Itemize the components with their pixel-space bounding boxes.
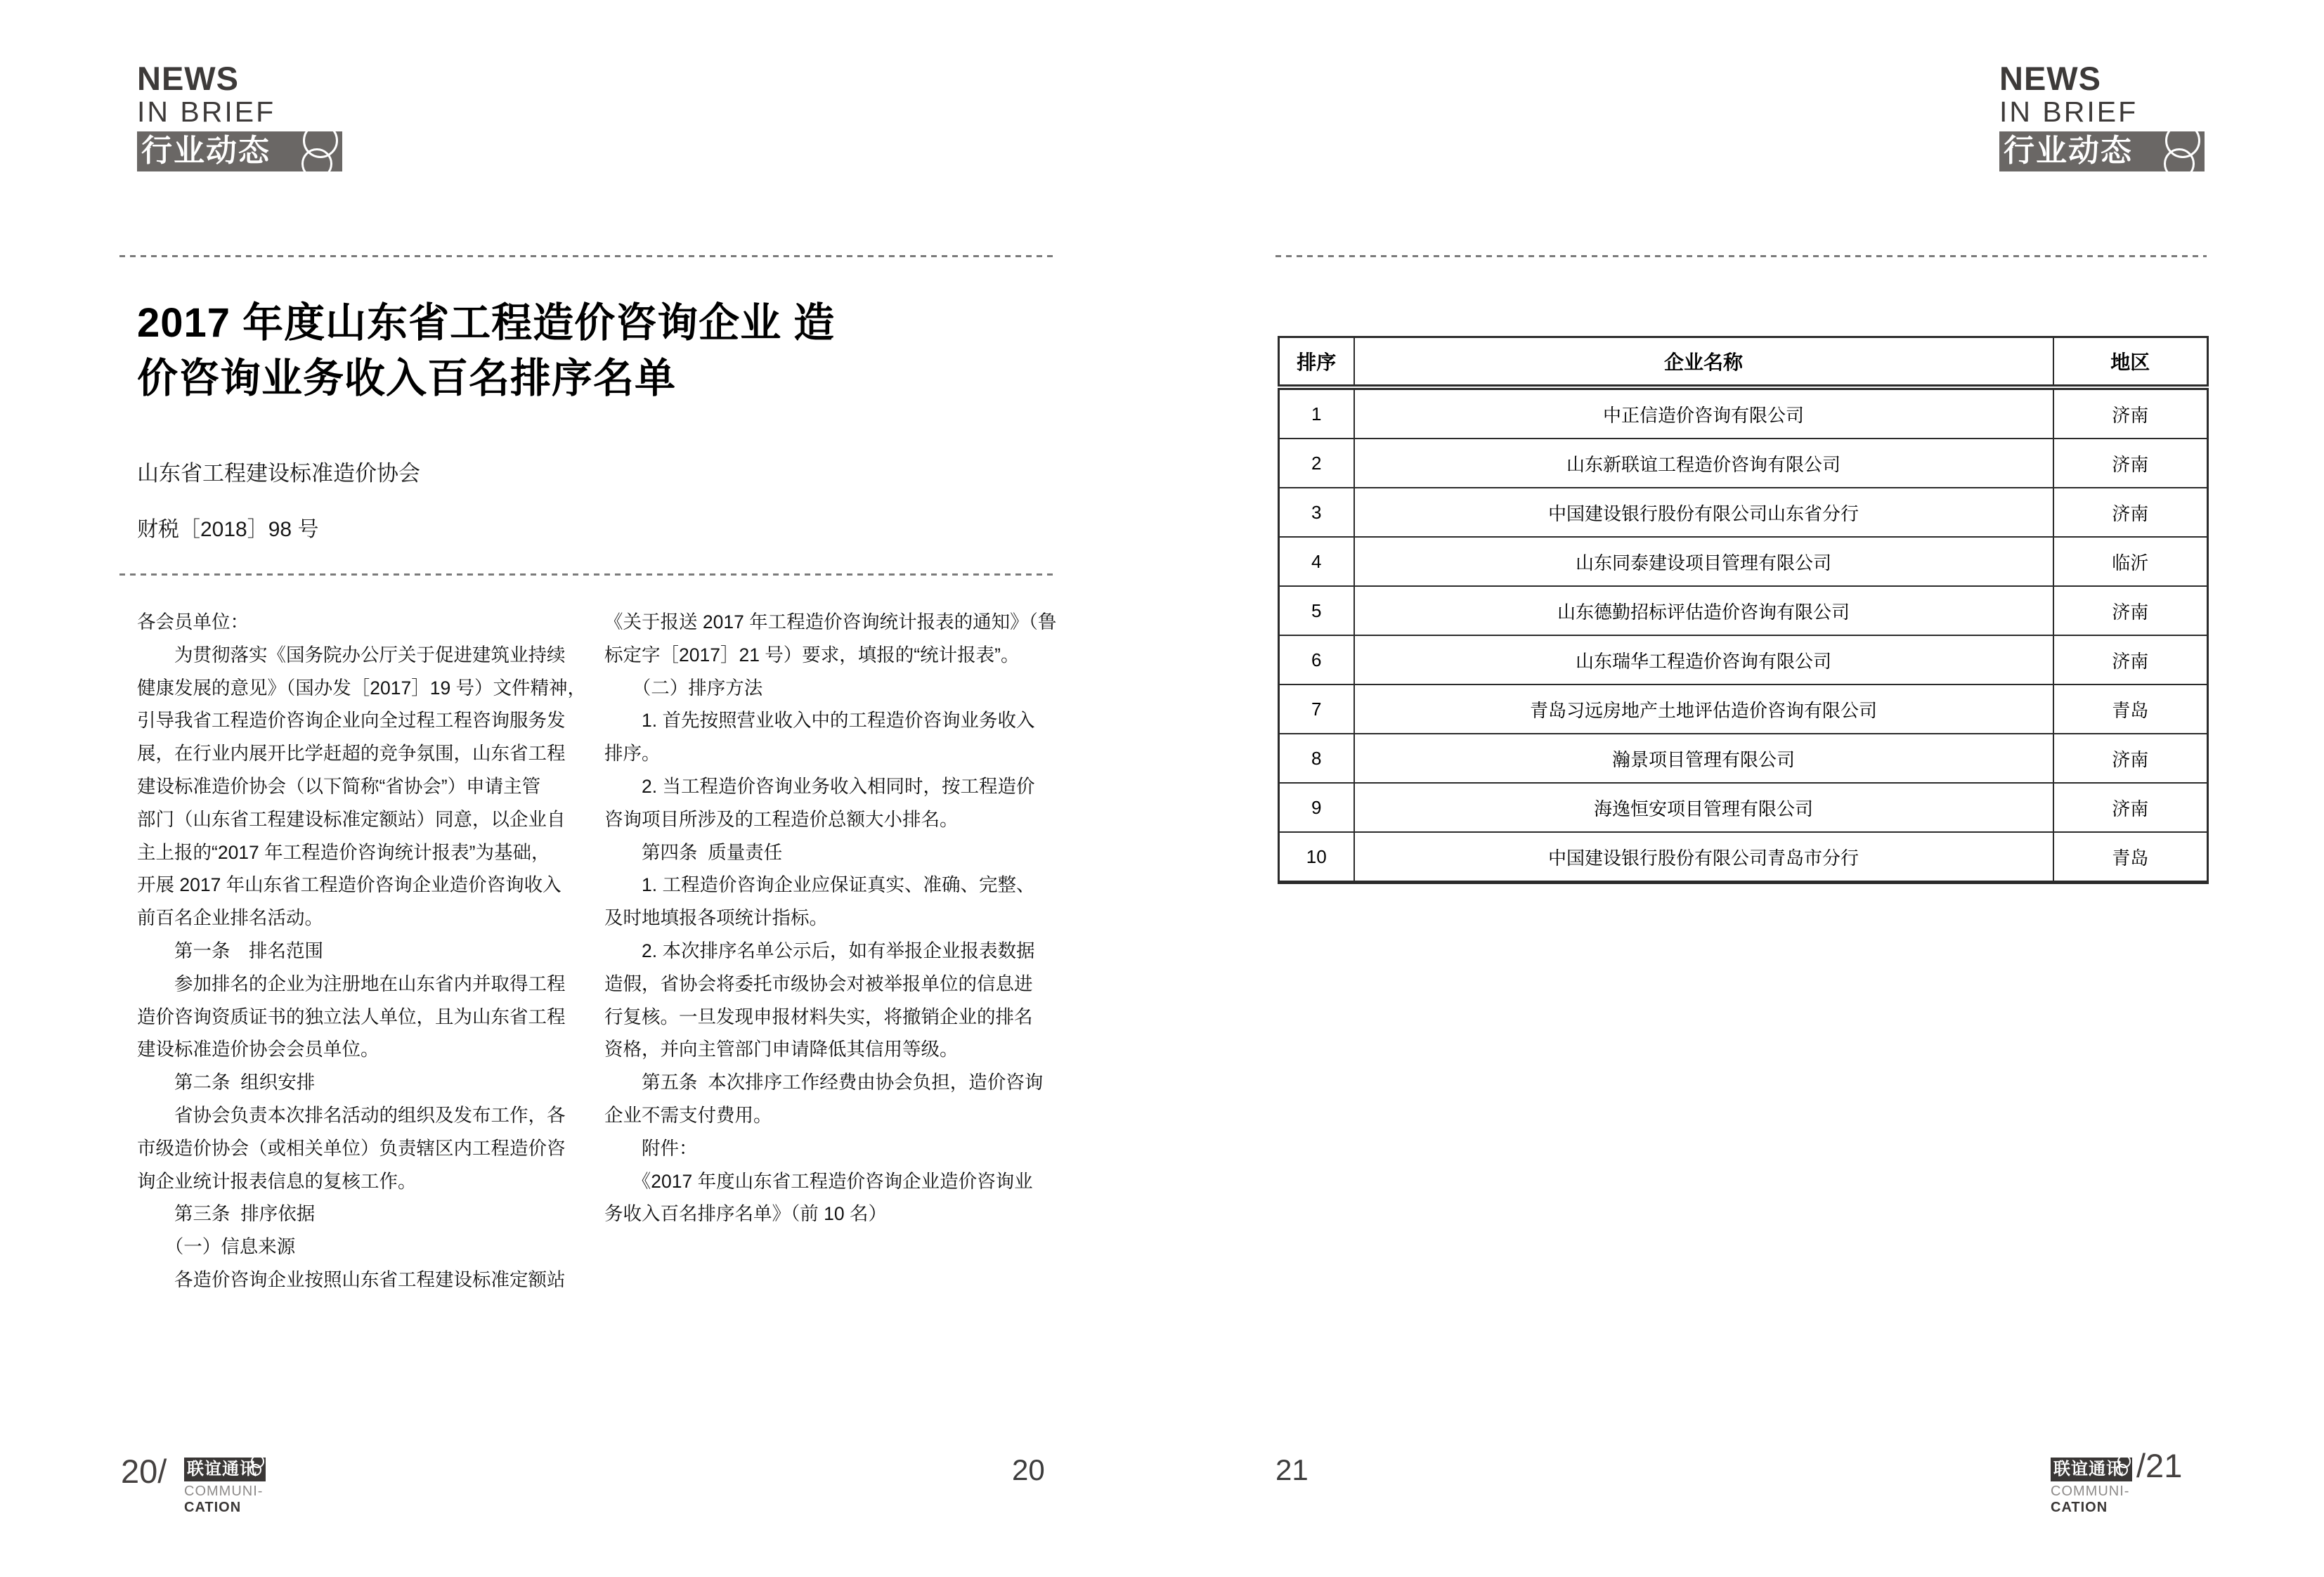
body-text-line: 排序。 — [604, 743, 661, 765]
table-row — [1279, 387, 2208, 439]
body-column-2 — [604, 606, 1061, 1231]
cell-region: 青岛 — [2053, 684, 2208, 734]
cell-region: 济南 — [2053, 635, 2208, 684]
logo-news-text: NEWS — [1999, 60, 2101, 97]
page-number-20: 20 — [1012, 1453, 1045, 1486]
news-in-brief-logo-right — [1999, 62, 2210, 171]
body-text-line: 第一条 排名范围 — [137, 940, 323, 961]
cell-region: 青岛 — [2053, 832, 2208, 883]
issuing-organization: 山东省工程建设标准造价协会 — [137, 461, 420, 486]
cell-region: 临沂 — [2053, 537, 2208, 586]
industry-news-banner — [137, 131, 342, 171]
cell-company-name: 青岛习远房地产土地评估造价咨询有限公司 — [1354, 684, 2053, 734]
page-number-20-slash: 20/ — [121, 1453, 167, 1490]
cell-region: 济南 — [2053, 488, 2208, 537]
cell-company-name: 山东新联谊工程造价咨询有限公司 — [1354, 439, 2053, 488]
logo-inbrief-text: IN BRIEF — [1999, 96, 2138, 128]
body-text-line: 部门（山东省工程建设标准定额站）同意，以企业自 — [137, 808, 566, 830]
cell-rank: 5 — [1279, 586, 1354, 635]
communication-logo-en2: CATION — [2051, 1500, 2108, 1515]
page-number-21: 21 — [1275, 1453, 1309, 1486]
cell-company-name: 中国建设银行股份有限公司青岛市分行 — [1354, 832, 2053, 883]
cell-region: 济南 — [2053, 439, 2208, 488]
body-text-line: 前百名企业排名活动。 — [137, 907, 323, 929]
table-row — [1279, 586, 2208, 635]
body-text-line: 市级造价协会（或相关单位）负责辖区内工程造价咨 — [137, 1137, 566, 1159]
communication-logo-left — [184, 1458, 266, 1515]
table-row — [1279, 832, 2208, 883]
top-dashed-divider-right — [1275, 255, 2207, 257]
table-row — [1279, 488, 2208, 537]
cell-region: 济南 — [2053, 387, 2208, 439]
cell-rank: 4 — [1279, 537, 1354, 586]
body-text-line: 展，在行业内展开比学赶超的竞争氛围，山东省工程 — [137, 743, 566, 765]
banner-rings-icon — [301, 148, 332, 179]
body-text-line: 为贯彻落实《国务院办公厅关于促进建筑业持续 — [137, 644, 566, 666]
communication-logo-en2: CATION — [184, 1500, 242, 1515]
body-text-line: 第五条 本次排序工作经费由协会负担，造价咨询 — [604, 1072, 1044, 1093]
logo-rings-icon — [249, 1464, 261, 1476]
banner-label: 行业动态 — [141, 134, 271, 168]
mid-dashed-divider — [119, 573, 1054, 576]
cell-company-name: 山东瑞华工程造价咨询有限公司 — [1354, 635, 2053, 684]
body-column-1 — [137, 606, 587, 1297]
cell-rank: 9 — [1279, 783, 1354, 832]
body-text-line: 资格，并向主管部门申请降低其信用等级。 — [604, 1039, 959, 1060]
table-row — [1279, 783, 2208, 832]
logo-inbrief-text: IN BRIEF — [137, 96, 276, 128]
body-text-line: 各造价咨询企业按照山东省工程建设标准定额站 — [137, 1268, 566, 1290]
cell-rank: 1 — [1279, 387, 1354, 439]
body-text-line: 第三条 排序依据 — [137, 1203, 316, 1225]
body-text-line: 第四条 质量责任 — [604, 841, 783, 863]
cell-company-name: 瀚景项目管理有限公司 — [1354, 734, 2053, 783]
body-text-line: （二）排序方法 — [604, 677, 763, 699]
body-text-line: 《2017 年度山东省工程造价咨询企业造价咨询业 — [604, 1170, 1033, 1192]
body-text-line: 省协会负责本次排名活动的组织及发布工作，各 — [137, 1104, 566, 1126]
communication-logo-cn — [184, 1458, 266, 1481]
cell-company-name: 中正信造价咨询有限公司 — [1354, 387, 2053, 439]
body-text-line: 开展 2017 年山东省工程造价咨询企业造价咨询收入 — [137, 874, 561, 896]
cell-rank: 10 — [1279, 832, 1354, 883]
communication-logo-cn-text: 联谊通讯 — [187, 1460, 257, 1479]
logo-news-text: NEWS — [137, 60, 239, 97]
cell-rank: 2 — [1279, 439, 1354, 488]
body-text-line: 造假，省协会将委托市级协会对被举报单位的信息进 — [604, 973, 1033, 994]
body-text-line: 2. 当工程造价咨询业务收入相同时，按工程造价 — [604, 775, 1035, 797]
table-row — [1279, 635, 2208, 684]
cell-region: 济南 — [2053, 734, 2208, 783]
body-text-line: 建设标准造价协会（以下简称“省协会”）申请主管 — [137, 775, 541, 797]
top-dashed-divider-left — [119, 255, 1054, 257]
news-in-brief-logo-left — [137, 62, 348, 171]
banner-label: 行业动态 — [2004, 134, 2133, 168]
cell-company-name: 山东德勤招标评估造价咨询有限公司 — [1354, 586, 2053, 635]
communication-logo-en1: COMMUNI- — [184, 1484, 264, 1499]
communication-logo-cn-text: 联谊通讯 — [2053, 1460, 2124, 1479]
body-text-line: 及时地填报各项统计指标。 — [604, 907, 828, 929]
page-number-21-slash: /21 — [2136, 1447, 2183, 1484]
body-text-line: 2. 本次排序名单公示后，如有举报企业报表数据 — [604, 940, 1035, 961]
body-text-line: 1. 工程造价咨询企业应保证真实、准确、完整、 — [604, 874, 1035, 896]
communication-logo-right — [2051, 1458, 2132, 1515]
body-text-line: 引导我省工程造价咨询企业向全过程工程咨询服务发 — [137, 710, 566, 732]
body-text-line: 咨询项目所涉及的工程造价总额大小排名。 — [604, 808, 959, 830]
table-row — [1279, 537, 2208, 586]
cell-rank: 8 — [1279, 734, 1354, 783]
document-number: 财税［2018］98 号 — [137, 518, 319, 541]
body-text-line: 第二条 组织安排 — [137, 1072, 316, 1093]
body-text-line: （一）信息来源 — [137, 1236, 296, 1258]
header-rank: 排序 — [1279, 337, 1354, 388]
body-text-line: 健康发展的意见》（国办发［2017］19 号）文件精神， — [137, 677, 587, 699]
banner-rings-icon — [2164, 148, 2195, 179]
body-text-line: 主上报的“2017 年工程造价咨询统计报表”为基础， — [137, 841, 550, 863]
body-text-line: 参加排名的企业为注册地在山东省内并取得工程 — [137, 973, 566, 994]
article-title-line1: 2017 年度山东省工程造价咨询企业 造 — [137, 300, 836, 346]
body-text-line: 各会员单位： — [137, 611, 249, 632]
logo-rings-icon — [2116, 1464, 2128, 1476]
header-region: 地区 — [2053, 337, 2208, 388]
industry-news-banner — [1999, 131, 2205, 171]
communication-logo-cn — [2051, 1458, 2132, 1481]
article-title-line2: 价咨询业务收入百名排序名单 — [137, 356, 677, 401]
table-header-row — [1279, 337, 2208, 388]
table-row — [1279, 684, 2208, 734]
cell-company-name: 海逸恒安项目管理有限公司 — [1354, 783, 2053, 832]
ranking-table-wrap — [1278, 336, 2209, 884]
table-row — [1279, 439, 2208, 488]
body-text-line: 1. 首先按照营业收入中的工程造价咨询业务收入 — [604, 710, 1035, 732]
cell-rank: 3 — [1279, 488, 1354, 537]
table-row — [1279, 734, 2208, 783]
body-text-line: 建设标准造价协会会员单位。 — [137, 1039, 379, 1060]
ranking-table — [1278, 336, 2209, 884]
body-text-line: 行复核。一旦发现申报材料失实，将撤销企业的排名 — [604, 1006, 1033, 1027]
body-text-line: 询企业统计报表信息的复核工作。 — [137, 1170, 417, 1192]
cell-region: 济南 — [2053, 783, 2208, 832]
body-text-line: 造价咨询资质证书的独立法人单位，且为山东省工程 — [137, 1006, 566, 1027]
body-text-line: 《关于报送 2017 年工程造价咨询统计报表的通知》（鲁 — [604, 611, 1057, 632]
body-text-line: 附件： — [604, 1137, 698, 1159]
communication-logo-en1: COMMUNI- — [2051, 1484, 2130, 1499]
cell-rank: 6 — [1279, 635, 1354, 684]
header-company-name: 企业名称 — [1354, 337, 2053, 388]
cell-company-name: 山东同泰建设项目管理有限公司 — [1354, 537, 2053, 586]
body-text-line: 企业不需支付费用。 — [604, 1104, 772, 1126]
cell-region: 济南 — [2053, 586, 2208, 635]
cell-company-name: 中国建设银行股份有限公司山东省分行 — [1354, 488, 2053, 537]
cell-rank: 7 — [1279, 684, 1354, 734]
body-text-line: 标定字［2017］21 号）要求，填报的“统计报表”。 — [604, 644, 1020, 666]
body-text-line: 务收入百名排序名单》（前 10 名） — [604, 1203, 887, 1225]
